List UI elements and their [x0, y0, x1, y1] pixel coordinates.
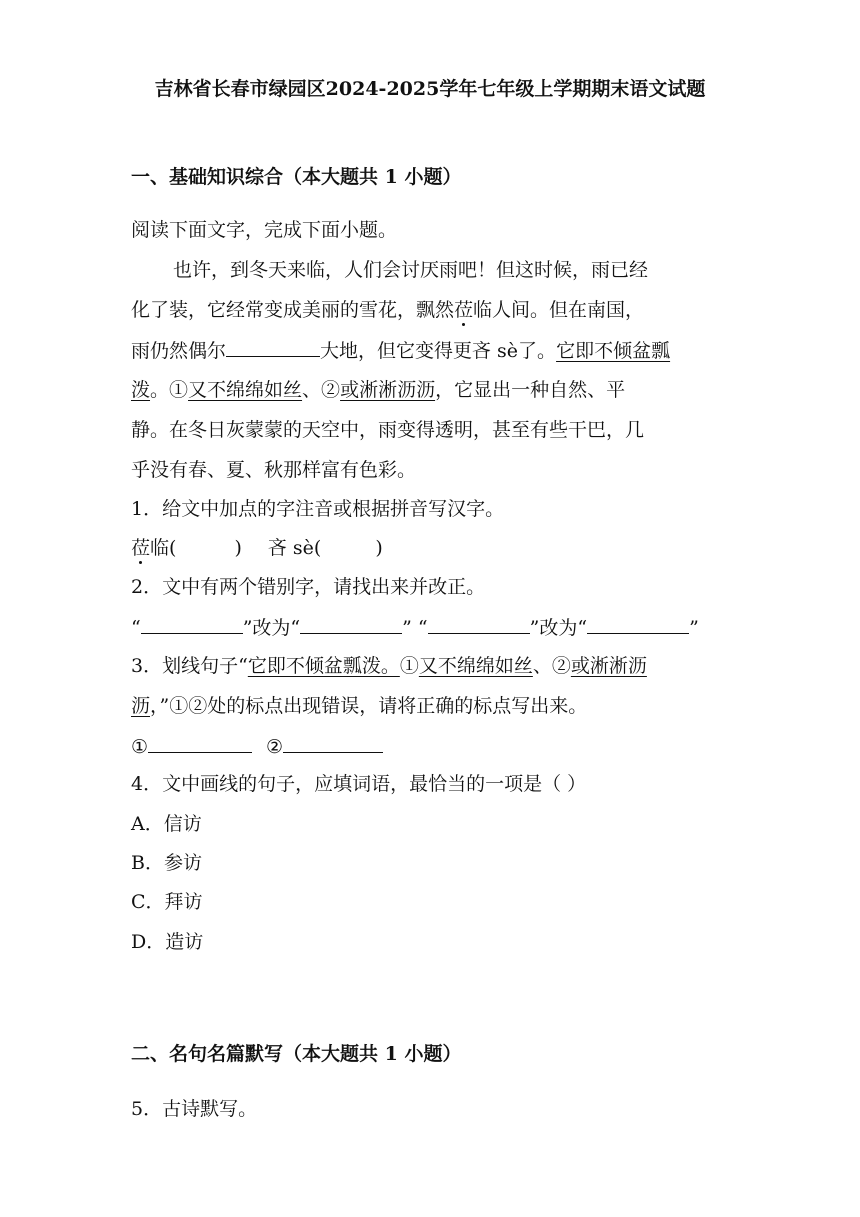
section1-heading: 一、基础知识综合（本大题共 1 小题）	[131, 166, 462, 188]
answer-marker: ①	[131, 736, 149, 758]
section2-heading: 二、名句名篇默写（本大题共 1 小题）	[131, 1043, 462, 1065]
passage-line-4	[131, 378, 625, 402]
question-5: 5．古诗默写。	[131, 1098, 258, 1120]
answer-label: 临(	[150, 537, 177, 559]
passage-line-6: 乎没有春、夏、秋那样富有色彩。	[131, 459, 417, 481]
option-c[interactable]: C．拜访	[131, 891, 203, 913]
fill-blank[interactable]	[226, 338, 320, 357]
quote-mark: ”	[402, 617, 412, 639]
passage-line-1: 也许，到冬天来临，人们会讨厌雨吧！但这时候，雨已经	[173, 259, 649, 281]
passage-line-2	[131, 298, 644, 322]
question-text: 3．划线句子“	[131, 655, 248, 677]
underlined-sentence: 它即不倾盆瓢	[556, 340, 671, 362]
dotted-char: 莅	[131, 537, 151, 559]
answer-blank[interactable]	[283, 734, 383, 753]
quote-mark: ”	[689, 617, 699, 639]
answer-label: 吝 sè(	[267, 537, 322, 559]
option-b[interactable]: B．参访	[131, 852, 202, 874]
answer-blank[interactable]	[587, 615, 689, 634]
question-3-answers	[131, 734, 383, 759]
answer-marker: ②	[266, 736, 284, 758]
question-2-answers	[131, 615, 699, 640]
answer-blank[interactable]	[428, 615, 530, 634]
passage-text: 雨仍然偶尔	[131, 340, 227, 362]
quote-mark: “	[411, 617, 428, 639]
passage-text: ，它显出一种自然、平	[435, 379, 626, 401]
question-3-line-2	[131, 694, 587, 718]
reading-instruction: 阅读下面文字，完成下面小题。	[131, 219, 398, 241]
passage-text: 、②	[302, 379, 341, 401]
quote-mark: “	[131, 617, 141, 639]
passage-text: 。①	[150, 379, 189, 401]
question-text: ①	[399, 655, 419, 677]
answer-blank[interactable]	[300, 615, 402, 634]
answer-label: )	[375, 537, 383, 559]
answer-label: ”改为“	[529, 617, 588, 639]
question-4: 4．文中画线的句子，应填词语，最恰当的一项是（ ）	[131, 773, 587, 795]
underlined-phrase: 又不绵绵如丝	[418, 655, 533, 677]
underlined-sentence: 泼	[131, 379, 151, 401]
passage-text: 大地，但它变得更吝 sè了。	[320, 340, 557, 362]
question-1: 1．给文中加点的字注音或根据拼音写汉字。	[131, 498, 505, 520]
underlined-phrase: 或淅淅沥	[570, 655, 647, 677]
passage-text: 临人间。但在南国，	[473, 299, 645, 321]
passage-text: 化了装，它经常变成美丽的雪花，飘然	[131, 299, 455, 321]
option-a[interactable]: A．信访	[131, 813, 202, 835]
question-text: 、②	[532, 655, 571, 677]
option-d[interactable]: D．造访	[131, 931, 204, 953]
question-1-answers	[131, 536, 383, 560]
underlined-phrase: 或淅淅沥沥	[340, 379, 436, 401]
underlined-phrase: 又不绵绵如丝	[188, 379, 303, 401]
passage-line-3	[131, 338, 670, 363]
answer-label: )	[234, 537, 242, 559]
answer-blank[interactable]	[141, 615, 243, 634]
page-title: 吉林省长春市绿园区2024-2025学年七年级上学期期末语文试题	[154, 78, 706, 100]
dotted-char: 莅	[454, 299, 474, 321]
answer-blank[interactable]	[148, 734, 252, 753]
underlined-phrase: 沥	[131, 695, 151, 717]
underlined-sentence: 它即不倾盆瓢泼。	[247, 655, 400, 677]
question-3-line-1	[131, 654, 647, 678]
question-text: ，”①②处的标点出现错误，请将正确的标点写出来。	[150, 695, 588, 717]
passage-line-5: 静。在冬日灰蒙蒙的天空中，雨变得透明，甚至有些干巴，几	[131, 419, 645, 441]
answer-label: ”改为“	[242, 617, 301, 639]
question-2: 2．文中有两个错别字，请找出来并改正。	[131, 576, 486, 598]
